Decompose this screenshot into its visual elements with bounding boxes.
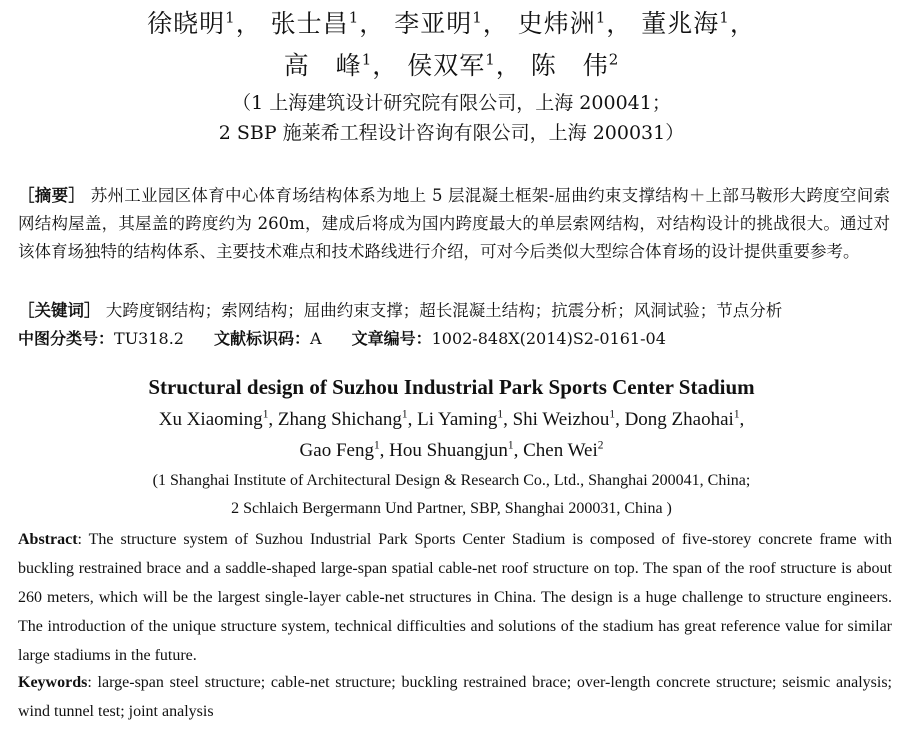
english-abstract: [18, 525, 892, 670]
english-abstract-colon: :: [77, 531, 89, 548]
english-abstract-label: Abstract: [18, 531, 78, 548]
clc-value: TU318.2: [114, 329, 184, 348]
author-separator: ,: [513, 440, 524, 461]
author-name: Dong Zhaohai: [624, 409, 734, 430]
author-name: 张士昌: [270, 9, 349, 38]
english-abstract-text: The structure system of Suzhou Industrial Park Sports Center Stadium is composed of five-storey concrete frame with buckling restrained brace and a saddle-shaped large-span spatial cable-net roof structure on top. The span of the roof structure is about 260 meters, which will be the largest single-layer cable-net structures in China. The design is a huge challenge to structure engineers. The introduction of the unique structure system, technical difficulties and solutions of the stadium has great reference value for similar large stadiums in the future.: [18, 531, 893, 664]
author-separator: ,: [268, 409, 278, 430]
article-number-label: 文章编号：: [351, 329, 432, 348]
chinese-abstract-label: ［摘要］: [18, 186, 86, 205]
author-affiliation-mark: 2: [608, 50, 620, 69]
author-name: Gao Feng: [299, 440, 374, 461]
english-keywords-colon: :: [87, 674, 98, 691]
author-separator: ，: [235, 9, 262, 38]
author-affiliation-mark: 1: [262, 408, 269, 421]
document-code-label: 文献标识码：: [213, 329, 310, 348]
author-affiliation-mark: 1: [373, 439, 380, 452]
author-name: Li Yaming: [417, 409, 498, 430]
author-separator: ，: [729, 9, 756, 38]
author-name: Hou Shuangjun: [389, 440, 508, 461]
classification-line: [18, 326, 890, 352]
author-affiliation-mark: 1: [507, 439, 514, 452]
english-authors-line-2: [0, 438, 903, 464]
english-keywords: [18, 668, 892, 726]
document-code-value: A: [310, 329, 322, 348]
author-affiliation-mark: 1: [361, 50, 373, 69]
author-affiliation-mark: 1: [595, 8, 607, 27]
author-affiliation-mark: 1: [609, 408, 616, 421]
chinese-authors-line-1: [0, 8, 903, 40]
english-authors-line-1: [0, 407, 903, 433]
author-affiliation-mark: 1: [719, 8, 730, 27]
chinese-abstract-text: 苏州工业园区体育中心体育场结构体系为地上 5 层混凝土框架-屈曲约束支撑结构＋上部马鞍形大跨度空间索网结构屋盖，其屋盖的跨度约为 260m，建成后将成为国内跨度最大的单层索网结构，对结构设计的挑战很大。通过对该体育场独特的结构体系、主要技术难点和技术路线进行介绍，可对今后类似大型综合体育场的设计提供重要参考。: [18, 186, 890, 261]
english-keywords-label: Keywords: [18, 674, 88, 691]
author-affiliation-mark: 1: [733, 408, 740, 421]
english-affiliation-2: 2 Schlaich Bergermann Und Partner, SBP, Shanghai 200031, China ): [231, 500, 672, 517]
chinese-keywords-label: ［关键词］: [18, 301, 101, 320]
chinese-affiliation-2: 2 SBP 施莱希工程设计咨询有限公司，上海 200031）: [218, 122, 685, 144]
author-separator: ,: [407, 409, 418, 430]
author-separator: ,: [739, 409, 745, 430]
author-separator: ,: [379, 440, 390, 461]
author-affiliation-mark: 1: [472, 8, 483, 27]
author-name: Shi Weizhou: [512, 409, 610, 430]
author-separator: ，: [359, 9, 386, 38]
author-affiliation-mark: 1: [348, 8, 360, 27]
author-separator: ，: [606, 9, 633, 38]
author-separator: ，: [372, 51, 399, 80]
author-separator: ，: [495, 51, 522, 80]
english-keywords-text: large-span steel structure; cable-net structure; buckling restrained brace; over-length concrete structure; seismic analysis; wind tunnel test; joint analysis: [18, 674, 893, 720]
author-name: Zhang Shichang: [277, 409, 402, 430]
author-name: Chen Wei: [523, 440, 598, 461]
author-separator: ,: [615, 409, 625, 430]
chinese-keywords-text: 大跨度钢结构；索网结构；屈曲约束支撑；超长混凝土结构；抗震分析；风洞试验；节点分析: [105, 301, 783, 320]
author-affiliation-mark: 2: [597, 439, 604, 452]
chinese-abstract: [18, 182, 890, 266]
english-title: Structural design of Suzhou Industrial Park Sports Center Stadium: [148, 375, 755, 399]
author-name: 高 峰: [283, 51, 362, 80]
author-separator: ，: [482, 9, 509, 38]
author-name: 徐晓明: [147, 9, 226, 38]
chinese-authors-line-2: [0, 50, 903, 82]
clc-label: 中图分类号：: [18, 329, 115, 348]
author-name: 陈 伟: [530, 51, 609, 80]
author-name: 董兆海: [641, 9, 720, 38]
author-affiliation-mark: 1: [225, 8, 236, 27]
author-name: 侯双军: [407, 51, 486, 80]
author-affiliation-mark: 1: [485, 50, 496, 69]
chinese-affiliation-1: （1 上海建筑设计研究院有限公司，上海 200041；: [232, 92, 671, 114]
author-separator: ,: [503, 409, 513, 430]
author-name: Xu Xiaoming: [158, 409, 263, 430]
author-name: 李亚明: [394, 9, 473, 38]
author-affiliation-mark: 1: [497, 408, 504, 421]
article-number-value: 1002-848X(2014)S2-0161-04: [431, 329, 666, 348]
english-affiliation-1: (1 Shanghai Institute of Architectural Design & Research Co., Ltd., Shanghai 200041, China;: [152, 472, 751, 489]
author-name: 史炜洲: [517, 9, 596, 38]
author-affiliation-mark: 1: [401, 408, 408, 421]
chinese-keywords: [18, 297, 890, 325]
